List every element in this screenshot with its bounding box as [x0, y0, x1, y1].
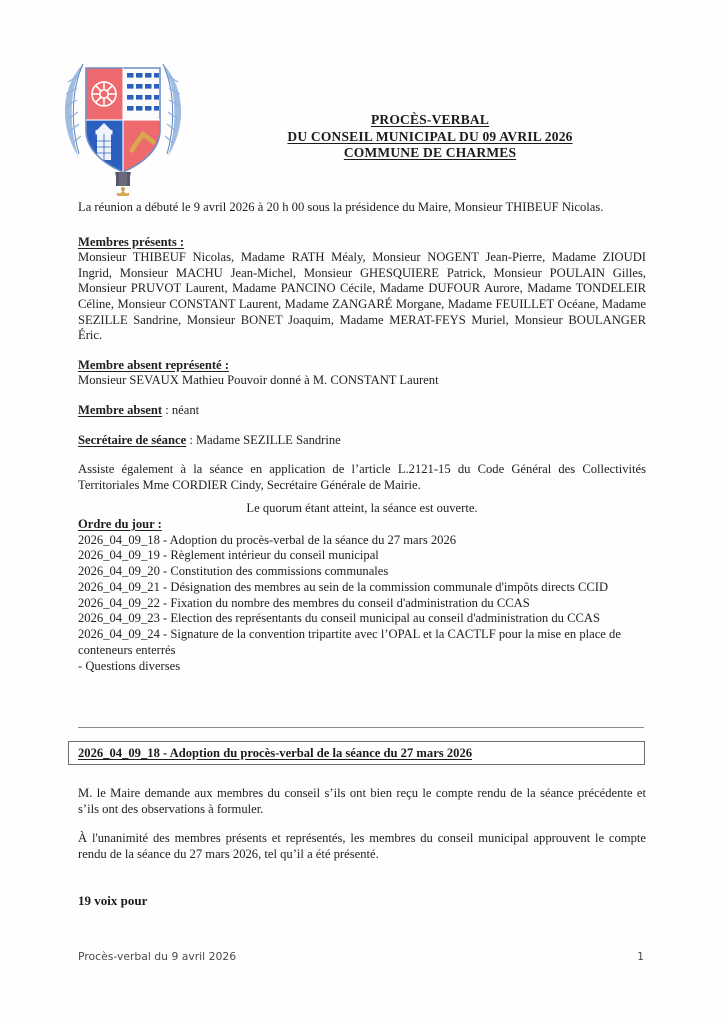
agenda-item: - Questions diverses	[78, 658, 181, 673]
secretary-separator: :	[186, 432, 196, 447]
footer-page-number: 1	[637, 950, 644, 963]
agenda-item: 2026_04_09_19 - Règlement intérieur du conseil municipal	[78, 548, 379, 563]
agenda-item: 2026_04_09_21 - Désignation des membres au sein de la commission communale d'impôts directs CCID	[78, 579, 609, 594]
title-line-2: DU CONSEIL MUNICIPAL DU 09 AVRIL 2026	[287, 128, 573, 144]
member-represented-text: Monsieur SEVAUX Mathieu Pouvoir donné à M. CONSTANT Laurent	[78, 373, 439, 388]
resolution-title-box	[68, 741, 645, 765]
vote-result: 19 voix pour	[78, 893, 148, 908]
secretary-value: Madame SEZILLE Sandrine	[195, 432, 341, 447]
heading-secretary: Secrétaire de séance	[78, 432, 187, 447]
assists-paragraph: Assiste également à la séance en application de l’article L.2121-15 du Code Général des Collectivités Territoriales Mme CORDIER Cindy, Secrétaire Générale de Mairie.	[78, 462, 646, 492]
heading-members-present: Membres présents :	[78, 234, 185, 249]
document-body	[78, 200, 646, 675]
member-absent-value: néant	[171, 402, 200, 417]
members-present-list: Monsieur THIBEUF Nicolas, Madame RATH Méaly, Monsieur NOGENT Jean-Pierre, Madame ZIOUDI Ingrid, Monsieur MACHU Jean-Michel, Monsieur GHESQUIERE Patrick, Monsieur POULAIN Gilles, Monsieur PRUVOT Laurent, Madame PANCINO Cécile, Madame DUFOUR Aurore, Madame TONDELEIR Céline, Monsieur CONSTANT Laurent, Madame ZANGARÉ Morgane, Madame FEUILLET Océane, Madame SEZILLE Sandrine, Monsieur BONET Joaquim, Madame MERAT-FEYS Muriel, Monsieur BOULANGER Éric.	[78, 250, 646, 343]
agenda-item: 2026_04_09_24 - Signature de la convention tripartite avec l’OPAL et la CACTLF pour la mise en place de conteneurs enterrés	[78, 627, 621, 658]
agenda-item: 2026_04_09_18 - Adoption du procès-verbal de la séance du 27 mars 2026	[78, 532, 457, 547]
document-header	[0, 0, 725, 200]
agenda-item: 2026_04_09_22 - Fixation du nombre des membres du conseil d'administration du CCAS	[78, 595, 530, 610]
title-line-1: PROCÈS-VERBAL	[370, 112, 490, 127]
heading-agenda: Ordre du jour :	[78, 516, 162, 531]
intro-paragraph: La réunion a débuté le 9 avril 2026 à 20 h 00 sous la présidence du Maire, Monsieur THIBEUF Nicolas.	[78, 200, 604, 214]
resolution-title-text: 2026_04_09_18 - Adoption du procès-verbal de la séance du 27 mars 2026	[78, 745, 473, 760]
coat-of-arms-crest	[52, 46, 194, 196]
medal-icon	[115, 172, 131, 196]
resolution-paragraph: M. le Maire demande aux membres du conseil s’ils ont bien reçu le compte rendu de la séance précédente et s’ils ont des observations à formuler.	[78, 786, 646, 816]
heading-member-represented: Membre absent représenté :	[78, 357, 229, 372]
quorum-paragraph: Le quorum étant atteint, la séance est ouverte.	[246, 501, 478, 516]
title-line-3: COMMUNE DE CHARMES	[343, 145, 517, 160]
section-divider	[78, 727, 644, 728]
agenda-item: 2026_04_09_23 - Election des représentants du conseil municipal au conseil d'administration du CCAS	[78, 611, 601, 626]
agenda-item: 2026_04_09_20 - Constitution des commissions communales	[78, 564, 389, 579]
heading-member-absent: Membre absent	[78, 402, 163, 417]
member-absent-separator: :	[162, 402, 172, 417]
secretary-row	[78, 433, 646, 449]
document-title	[180, 112, 680, 162]
footer-document-label: Procès-verbal du 9 avril 2026	[78, 950, 237, 963]
resolution-paragraph: À l'unanimité des membres présents et représentés, les membres du conseil municipal approuvent le compte rendu de la séance du 27 mars 2026, tel qu’il a été présenté.	[78, 831, 646, 861]
page-footer	[78, 950, 644, 963]
member-absent-row	[78, 403, 646, 419]
resolution-body	[78, 786, 646, 862]
